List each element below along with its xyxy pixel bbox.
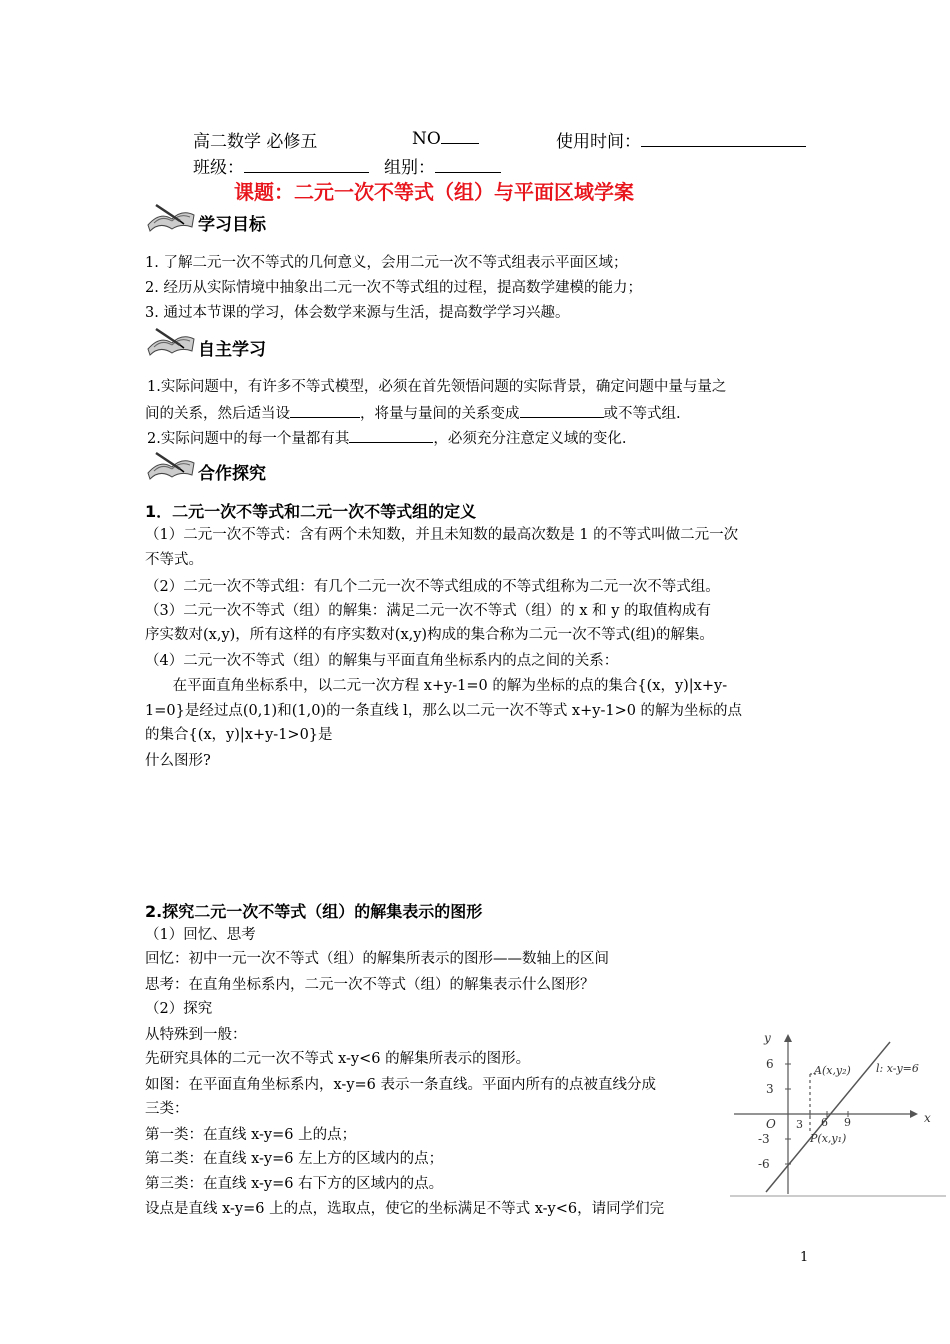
class-label: 班级： [193,158,244,178]
y-tick-label: -3 [758,1132,770,1146]
self-study-text: 2.实际问题中的每一个量都有其 [147,431,350,447]
answer-blank [349,427,433,443]
part2-line: 如图：在平面直角坐标系内，x-y=6 表示一条直线。平面内所有的点被直线分成 [145,1077,656,1093]
time-label: 使用时间： [556,132,641,152]
y-axis-arrow [784,1034,792,1042]
part2-line: 第一类：在直线 x-y=6 上的点； [145,1127,357,1143]
part1-line: （1）二元一次不等式：含有两个未知数，并且未知数的最高次数是 1 的不等式叫做二元一次 [145,527,739,543]
part1-line: （2）二元一次不等式组：有几个二元一次不等式组成的不等式组称为二元一次不等式组。 [145,579,720,595]
part2-line: 思考：在直角坐标系内，二元一次不等式（组）的解集表示什么图形？ [145,977,595,993]
part2-line: 第三类：在直线 x-y=6 右下方的区域内的点。 [145,1176,444,1192]
self-study-text: 或不等式组. [603,406,681,422]
no-label: NO [412,129,441,149]
book-icon [146,323,196,357]
group-label: 组别： [384,158,435,178]
part1-heading: 1．二元一次不等式和二元一次不等式组的定义 [145,502,477,521]
part1-line: 1=0}是经过点(0,1)和(1,0)的一条直线 l，那么以二元一次不等式 x+y-1>0 的解为坐标的点 [145,703,743,719]
part1-line: 不等式。 [145,552,203,568]
time-field [556,127,806,152]
part1-line: 的集合{(x，y)|x+y-1>0}是 [145,727,333,743]
book-icon [146,199,196,233]
part2-line: 从特殊到一般： [145,1027,247,1043]
goal-item: 3. 通过本节课的学习，体会数学来源与生活，提高数学学习兴趣。 [145,305,570,321]
part2-line: 先研究具体的二元一次不等式 x-y<6 的解集所表示的图形。 [145,1051,531,1067]
part2-line: 三类： [145,1101,189,1117]
point-p-label: P(x,y₁) [810,1132,847,1145]
part1-line: 序实数对(x,y)，所有这样的有序实数对(x,y)构成的集合称为二元一次不等式(组)的解集。 [145,627,714,643]
self-study-line [145,402,681,424]
y-tick-label: 6 [766,1057,774,1071]
self-study-text: ，将量与量间的关系变成 [360,406,520,422]
part2-line: （1）回忆、思考 [145,927,256,943]
group-blank [435,156,501,173]
no-blank [441,127,479,144]
class-field [193,153,369,178]
book-icon [146,447,196,481]
goal-item: 1. 了解二元一次不等式的几何意义，会用二元一次不等式组表示平面区域； [145,255,628,271]
part2-line: 回忆：初中一元一次不等式（组）的解集所表示的图形——数轴上的区间 [145,951,609,967]
time-blank [641,130,806,147]
part2-line: 第二类：在直线 x-y=6 左上方的区域内的点； [145,1151,444,1167]
x-tick-label: 9 [844,1116,851,1129]
subject-label: 高二数学 必修五 [193,132,318,152]
self-study-text: ，必须充分注意定义域的变化. [433,431,627,447]
y-tick-label: 3 [766,1082,774,1096]
no-field [412,127,479,149]
section-self-study-heading: 自主学习 [198,340,266,360]
y-tick-label: -6 [758,1157,770,1171]
self-study-text: 间的关系，然后适当设 [145,406,290,422]
part2-line: 设点是直线 x-y=6 上的点，选取点，使它的坐标满足不等式 x-y<6，请同学们完 [145,1201,665,1217]
x-tick-label: 3 [796,1118,803,1131]
part1-line: （4）二元一次不等式（组）的解集与平面直角坐标系内的点之间的关系： [145,653,619,669]
x-axis-arrow [910,1110,918,1118]
page-title: 课题：二元一次不等式（组）与平面区域学案 [234,180,634,204]
answer-blank [520,402,604,418]
self-study-line [147,427,626,449]
part2-heading: 2.探究二元一次不等式（组）的解集表示的图形 [145,902,483,921]
page-number: 1 [800,1250,809,1265]
point-a-label: A(x,y₂) [814,1064,851,1077]
x-tick-label: 6 [821,1116,828,1129]
self-study-line: 1.实际问题中，有许多不等式模型，必须在首先领悟问题的实际背景，确定问题中量与量之 [147,379,727,395]
line-l-label: l: x-y=6 [876,1062,919,1075]
answer-blank [290,402,360,418]
part1-line: 什么图形? [145,753,211,769]
section-cooperate-heading: 合作探究 [198,464,266,484]
y-axis-label: y [764,1031,771,1045]
section-goals-heading: 学习目标 [198,215,266,235]
goal-item: 2. 经历从实际情境中抽象出二元一次不等式组的过程，提高数学建模的能力； [145,280,642,296]
class-blank [244,156,369,173]
part2-line: （2）探究 [145,1001,213,1017]
part1-line: 在平面直角坐标系中，以二元一次方程 x+y-1=0 的解为坐标的点的集合{(x，y)|x+y- [145,678,728,694]
origin-label: O [766,1117,776,1131]
x-axis-label: x [924,1111,931,1125]
group-field [384,153,501,178]
part1-line: （3）二元一次不等式（组）的解集：满足二元一次不等式（组）的 x 和 y 的取值构成有 [145,603,712,619]
coordinate-graph [730,1030,946,1198]
